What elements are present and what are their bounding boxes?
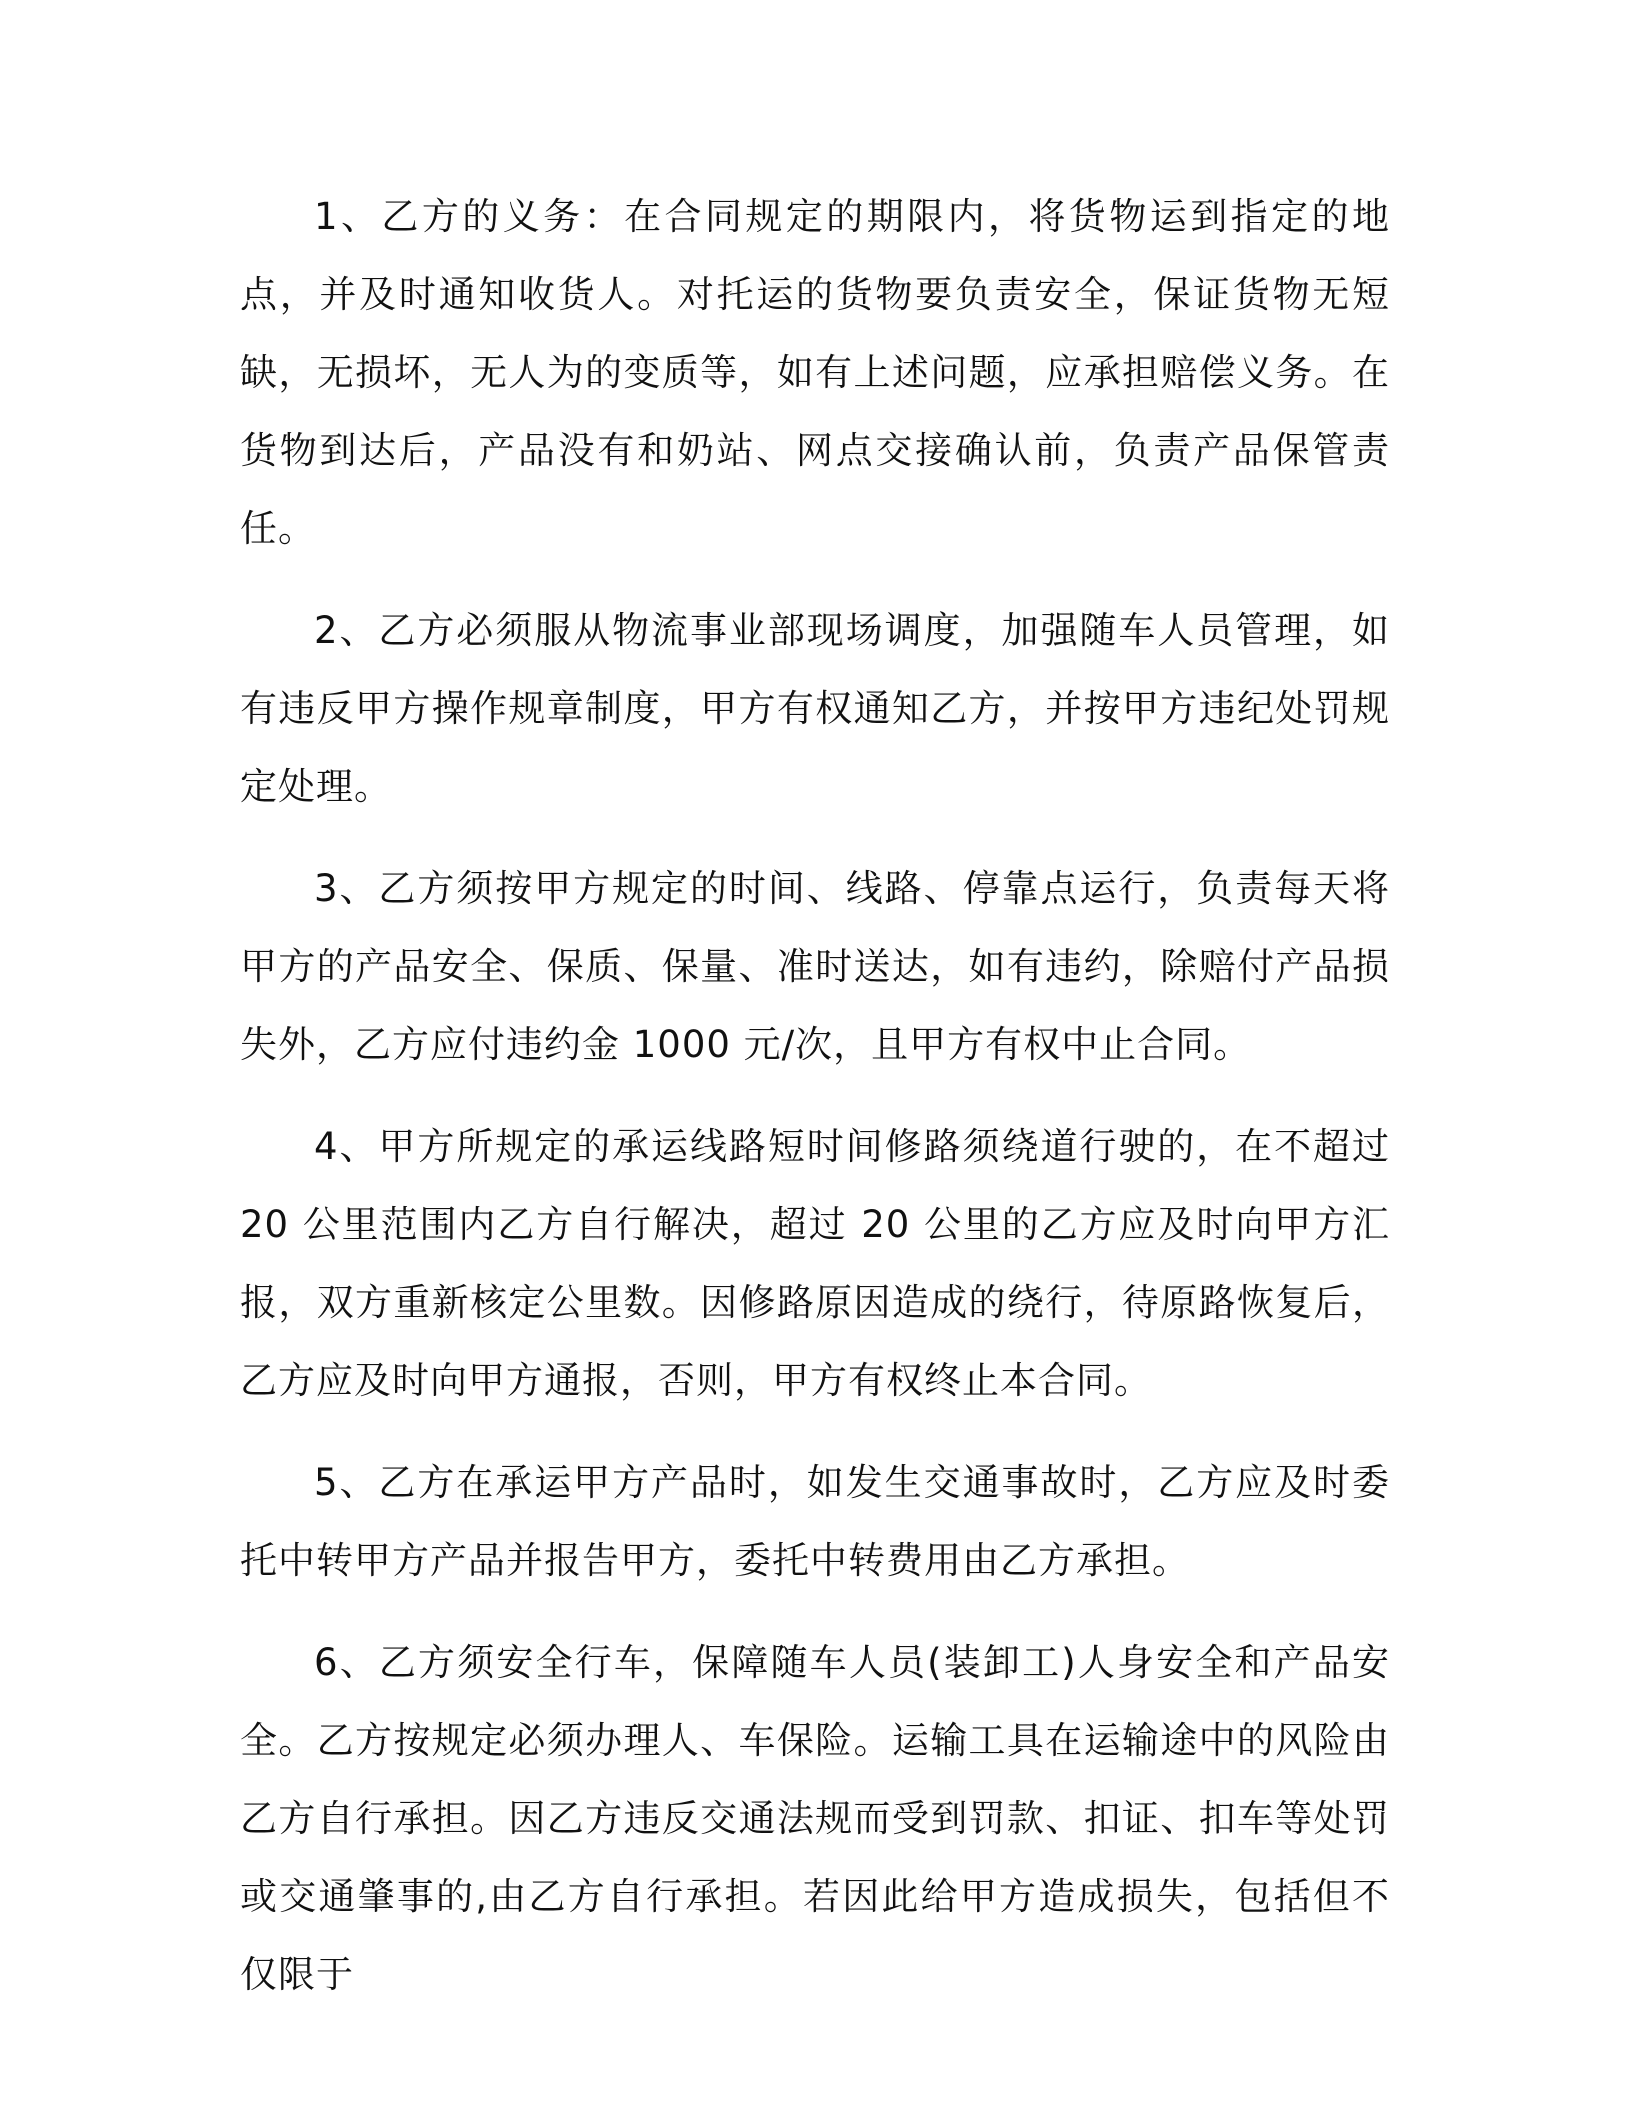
paragraph-clause-5: 5、乙方在承运甲方产品时，如发生交通事故时，乙方应及时委托中转甲方产品并报告甲方，委托中转费用由乙方承担。 [240,1461,1390,1582]
document-body [240,178,1390,2038]
paragraph-clause-2: 2、乙方必须服从物流事业部现场调度，加强随车人员管理，如有违反甲方操作规章制度，甲方有权通知乙方，并按甲方违纪处罚规定处理。 [240,609,1390,808]
paragraph-clause-1: 1、乙方的义务：在合同规定的期限内，将货物运到指定的地点，并及时通知收货人。对托运的货物要负责安全，保证货物无短缺，无损坏，无人为的变质等，如有上述问题，应承担赔偿义务。在货物到达后，产品没有和奶站、网点交接确认前，负责产品保管责任。 [240,195,1390,550]
paragraph-clause-6: 6、乙方须安全行车，保障随车人员(装卸工)人身安全和产品安全。乙方按规定必须办理人、车保险。运输工具在运输途中的风险由乙方自行承担。因乙方违反交通法规而受到罚款、扣证、扣车等处罚或交通肇事的,由乙方自行承担。若因此给甲方造成损失，包括但不仅限于 [240,1641,1390,1996]
paragraph-clause-4: 4、甲方所规定的承运线路短时间修路须绕道行驶的，在不超过 20 公里范围内乙方自行解决，超过 20 公里的乙方应及时向甲方汇报，双方重新核定公里数。因修路原因造成的绕行，待原路恢复后，乙方应及时向甲方通报，否则，甲方有权终止本合同。 [240,1125,1390,1402]
paragraph-clause-3: 3、乙方须按甲方规定的时间、线路、停靠点运行，负责每天将甲方的产品安全、保质、保量、准时送达，如有违约，除赔付产品损失外，乙方应付违约金 1000 元/次，且甲方有权中止合同。 [240,867,1390,1066]
